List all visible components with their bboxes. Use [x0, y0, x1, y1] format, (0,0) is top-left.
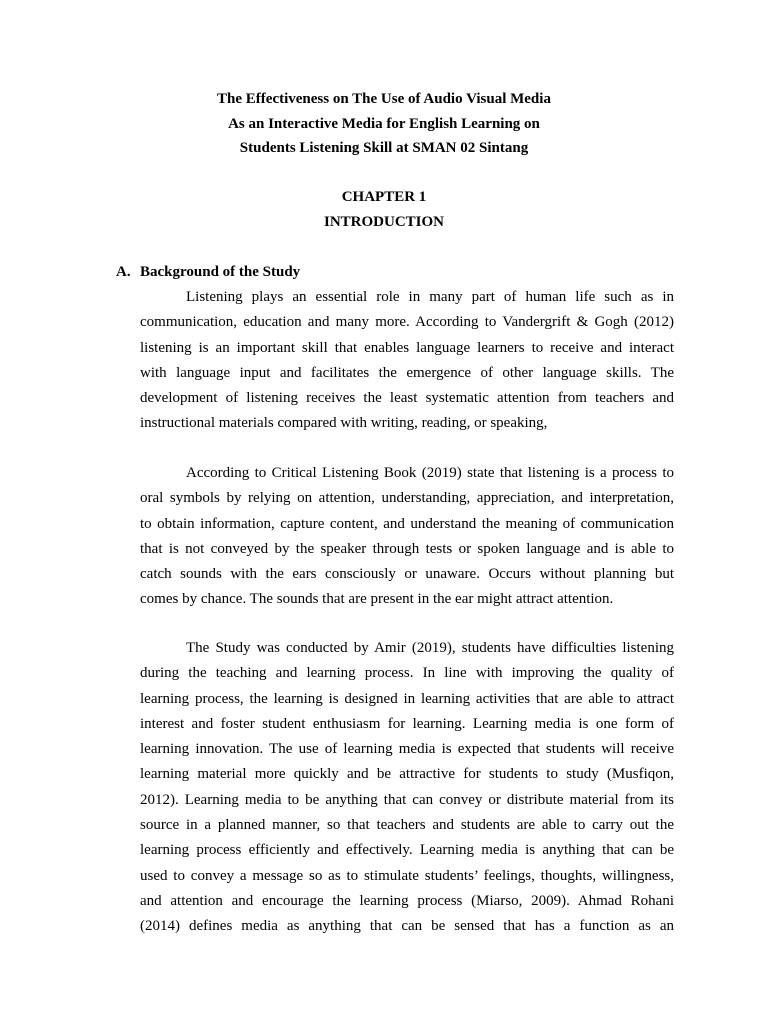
title-line-2: As an Interactive Media for English Learning on — [228, 115, 540, 132]
paragraph-line: Listening plays an essential role in many part of human life such as in — [186, 289, 674, 305]
paragraph-1 — [140, 285, 674, 437]
paragraph-line: catch sounds with the ears consciously or unaware. Occurs without planning but — [140, 566, 674, 583]
section-marker: A. — [116, 264, 131, 280]
title-line-3: Students Listening Skill at SMAN 02 Sintang — [239, 140, 529, 156]
paragraph-line: listening is an important skill that enables language learners to receive and interact — [140, 339, 674, 356]
chapter-number: CHAPTER 1 — [341, 189, 427, 205]
paragraph-line: development of listening receives the least systematic attention from teachers and — [140, 390, 674, 407]
paragraph-line: source in a planned manner, so that teachers and students are able to carry out the — [140, 817, 674, 834]
paragraph-line: learning innovation. The use of learning media is expected that students will receive — [140, 741, 674, 758]
chapter-heading — [0, 185, 768, 235]
paragraph-3 — [140, 636, 674, 940]
paragraph-line: learning process efficiently and effectively. Learning media is anything that can be — [140, 842, 674, 859]
paragraph-line: The Study was conducted by Amir (2019), students have difficulties listening — [186, 640, 674, 656]
paragraph-line: comes by chance. The sounds that are present in the ear might attract attention. — [140, 591, 614, 608]
paragraph-line: and attention and encourage the learning process (Miarso, 2009). Ahmad Rohani — [140, 892, 674, 909]
paragraph-line: instructional materials compared with writing, reading, or speaking, — [140, 415, 548, 432]
paragraph-line: used to convey a message so as to stimulate students’ feelings, thoughts, willingness, — [140, 867, 674, 884]
title-line-1: The Effectiveness on The Use of Audio Visual Media — [217, 91, 551, 107]
section-heading — [116, 260, 300, 285]
paragraph-line: during the teaching and learning process. In line with improving the quality of — [140, 665, 674, 682]
paragraph-line: learning material more quickly and be attractive for students to study (Musfiqon, — [140, 766, 674, 783]
document-title — [0, 87, 768, 161]
paragraph-line: oral symbols by relying on attention, understanding, appreciation, and interpretation, — [140, 490, 674, 507]
paragraph-line: to obtain information, capture content, and understand the meaning of communication — [140, 515, 674, 532]
paragraph-line: 2012). Learning media to be anything that can convey or distribute material from its — [140, 791, 674, 808]
paragraph-2 — [140, 461, 674, 613]
paragraph-line: that is not conveyed by the speaker through tests or spoken language and is able to — [140, 540, 674, 557]
paragraph-line: interest and foster student enthusiasm for learning. Learning media is one form of — [140, 715, 674, 732]
paragraph-line: communication, education and many more. According to Vandergrift & Gogh (2012) — [140, 314, 674, 331]
paragraph-line: with language input and facilitates the emergence of other language skills. The — [140, 364, 674, 381]
paragraph-line: According to Critical Listening Book (2019) state that listening is a process to — [186, 465, 674, 481]
paragraph-line: learning process, the learning is designed in learning activities that are able to attract — [140, 690, 674, 707]
section-title: Background of the Study — [140, 264, 301, 280]
paragraph-line: (2014) defines media as anything that can be sensed that has a function as an — [140, 918, 674, 935]
chapter-name: INTRODUCTION — [323, 214, 444, 230]
